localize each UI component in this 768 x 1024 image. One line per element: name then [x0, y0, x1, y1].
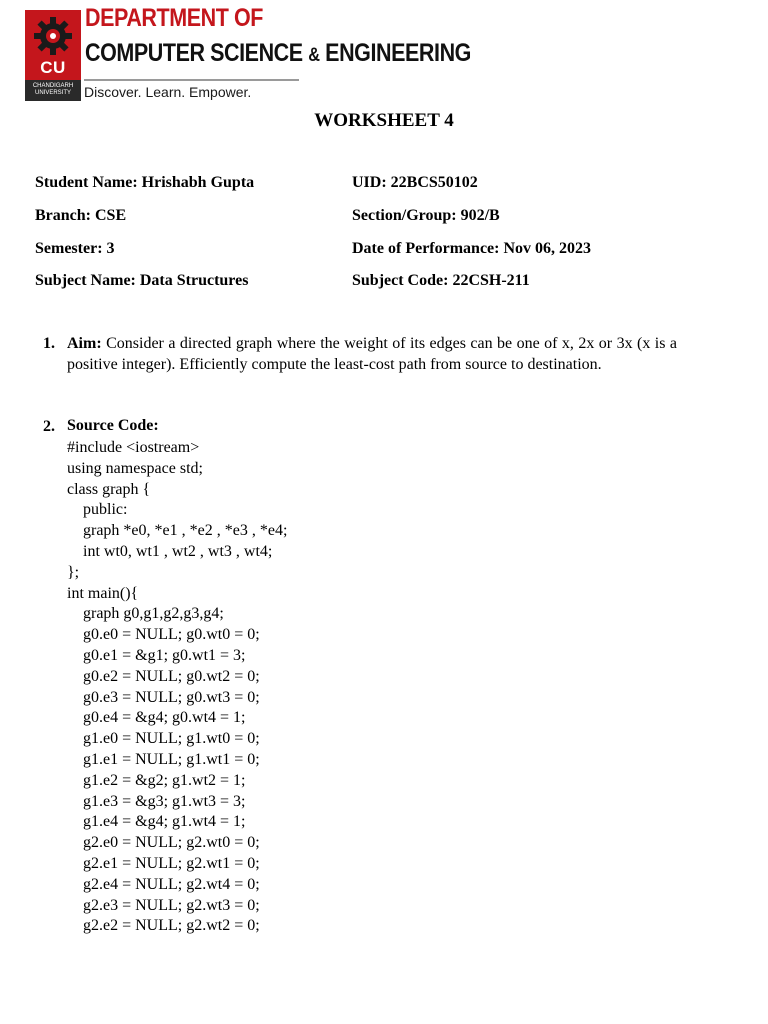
semester: Semester: 3	[35, 240, 115, 257]
code-line: g2.e2 = NULL; g2.wt2 = 0;	[67, 917, 260, 935]
code-line: g0.e2 = NULL; g0.wt2 = 0;	[67, 667, 260, 685]
code-line: g1.e4 = &g4; g1.wt4 = 1;	[67, 813, 246, 831]
source-number: 2.	[43, 418, 55, 435]
source-heading: Source Code:	[67, 417, 159, 434]
subject-name: Subject Name: Data Structures	[35, 272, 249, 289]
code-line: g2.e4 = NULL; g2.wt4 = 0;	[67, 875, 260, 893]
code-line: class graph {	[67, 480, 151, 498]
date-of-performance: Date of Performance: Nov 06, 2023	[352, 240, 592, 257]
aim-paragraph	[67, 333, 677, 375]
branch: Branch: CSE	[35, 207, 127, 224]
code-line: g1.e1 = NULL; g1.wt1 = 0;	[67, 750, 260, 768]
code-line: g0.e3 = NULL; g0.wt3 = 0;	[67, 688, 260, 706]
code-line: #include <iostream>	[67, 439, 200, 456]
code-line: g1.e2 = &g2; g1.wt2 = 1;	[67, 771, 246, 789]
tagline: Discover. Learn. Empower.	[84, 84, 252, 100]
department-heading-ampersand: &	[308, 45, 320, 66]
subject-code: Subject Code: 22CSH-211	[352, 272, 530, 289]
worksheet-title: WORKSHEET 4	[314, 110, 454, 131]
code-line: };	[67, 563, 80, 581]
aim-text: Consider a directed graph where the weight of its edges can be one of x, 2x or 3x (x is a positive integer). Efficiently compute the least-cost path from source to destination.	[67, 335, 677, 373]
code-line: g1.e3 = &g3; g1.wt3 = 3;	[67, 792, 246, 810]
code-line: g2.e3 = NULL; g2.wt3 = 0;	[67, 896, 260, 914]
logo-university-line1: CHANDIGARH	[32, 83, 74, 89]
code-line: graph g0,g1,g2,g3,g4;	[67, 605, 224, 623]
code-line: g2.e1 = NULL; g2.wt1 = 0;	[67, 854, 260, 872]
logo-university-name	[25, 80, 81, 101]
code-line: int wt0, wt1 , wt2 , wt3 , wt4;	[67, 542, 273, 560]
student-name: Student Name: Hrishabh Gupta	[35, 174, 255, 191]
code-line: int main(){	[67, 584, 139, 602]
code-line: g0.e0 = NULL; g0.wt0 = 0;	[67, 626, 260, 644]
code-line: g0.e1 = &g1; g0.wt1 = 3;	[67, 646, 246, 664]
department-heading-line2	[85, 39, 471, 68]
code-line: graph *e0, *e1 , *e2 , *e3 , *e4;	[67, 522, 288, 540]
uid: UID: 22BCS50102	[352, 174, 478, 191]
department-heading-line1: DEPARTMENT OF	[85, 4, 263, 32]
aim-label: Aim:	[67, 335, 102, 352]
code-line: using namespace std;	[67, 459, 203, 477]
aim-number: 1.	[43, 335, 55, 352]
department-heading-part1: COMPUTER SCIENCE	[85, 39, 309, 67]
section-group: Section/Group: 902/B	[352, 207, 500, 224]
department-heading-part2: ENGINEERING	[319, 39, 471, 67]
header-divider	[84, 79, 299, 81]
code-line: g0.e4 = &g4; g0.wt4 = 1;	[67, 709, 246, 727]
code-line: public:	[67, 501, 128, 519]
logo-university-line2: UNIVERSITY	[34, 90, 71, 96]
source-code-block	[67, 438, 287, 937]
gear-emblem-icon	[31, 14, 75, 58]
logo-initials: CU	[40, 58, 66, 77]
code-line: g1.e0 = NULL; g1.wt0 = 0;	[67, 730, 260, 748]
code-line: g2.e0 = NULL; g2.wt0 = 0;	[67, 834, 260, 852]
